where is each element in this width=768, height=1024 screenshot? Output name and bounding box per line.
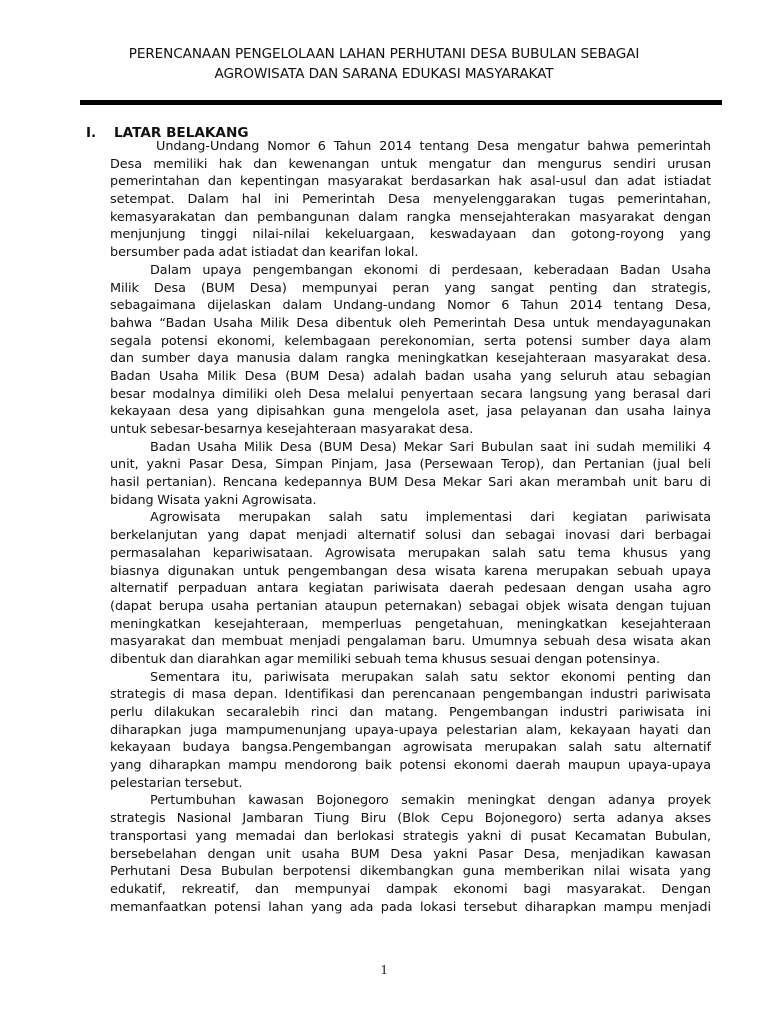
paragraph-line: untuk sebesar-besarnya kesejahteraan masyarakat desa. xyxy=(110,422,474,437)
paragraph-line: strategis Nasional Jambaran Tiung Biru (Blok Cepu Bojonegoro) serta adanya akses xyxy=(110,811,711,827)
paragraph-line: bersebelahan dengan unit usaha BUM Desa yakni Pasar Desa, menjadikan kawasan xyxy=(110,846,711,862)
paragraph xyxy=(110,509,711,668)
paragraph xyxy=(110,669,711,793)
paragraph-line: sebagaimana dijelaskan dalam Undang-undang Nomor 6 Tahun 2014 tentang Desa, xyxy=(110,298,711,314)
paragraph-line: bahwa “Badan Usaha Milik Desa dibentuk oleh Pemerintah Desa untuk mendayagunakan xyxy=(110,315,711,331)
paragraph-line: meningkatkan kesejahteraan, memperluas pengetahuan, meningkatkan kesejahteraan xyxy=(110,616,711,632)
paragraph-line: edukatif, rekreatif, dan mempunyai dampak ekonomi bagi masyarakat. Dengan xyxy=(110,881,711,897)
title-divider xyxy=(80,100,722,105)
paragraph-line: menjunjung tinggi nilai-nilai kekeluargaan, keswadayaan dan gotong-royong yang xyxy=(110,227,711,243)
paragraph xyxy=(110,439,711,510)
paragraph xyxy=(110,138,711,262)
paragraph-line: strategis di masa depan. Identifikasi dan perencanaan pengembangan industri pariwisata xyxy=(110,687,711,703)
paragraph-line: segala potensi ekonomi, kelembagaan perekonomian, serta potensi sumber daya alam xyxy=(110,333,711,349)
paragraph-line: pemerintahan dan kepentingan masyarakat berdasarkan hak asal-usul dan adat istiadat xyxy=(110,174,711,190)
paragraph-line: Badan Usaha Milik Desa (BUM Desa) Mekar Sari Bubulan saat ini sudah memiliki 4 xyxy=(150,439,711,455)
paragraph-line: Badan Usaha Milik Desa (BUM Desa) adalah badan usaha yang seluruh atau sebagian xyxy=(110,368,711,384)
paragraph-line: bidang Wisata yakni Agrowisata. xyxy=(110,492,317,508)
paragraph-line: bersumber pada adat istiadat dan kearifan lokal. xyxy=(110,245,419,261)
section-number: I. xyxy=(86,125,97,141)
paragraph-line: dibentuk dan diarahkan agar memiliki sebuah tema khusus sesuai dengan potensinya. xyxy=(110,651,661,667)
document-title-line-2: AGROWISATA DAN SARANA EDUKASI MASYARAKAT xyxy=(214,66,554,82)
paragraph xyxy=(110,792,711,916)
paragraph-line: hasil pertanian). Rencana kedepannya BUM Desa Mekar Sari akan merambah unit baru di xyxy=(110,475,711,491)
paragraph-line: transportasi yang memadai dan berlokasi strategis yakni di pusat Kecamatan Bubulan, xyxy=(110,828,711,844)
paragraph-line: Pertumbuhan kawasan Bojonegoro semakin meningkat dengan adanya proyek xyxy=(150,793,711,809)
paragraph-line: alternatif perpaduan antara kegiatan pariwisata daerah pedesaan dengan usaha agro xyxy=(110,581,711,597)
paragraph-line: Milik Desa (BUM Desa) mempunyai peran yang sangat penting dan strategis, xyxy=(110,280,711,296)
paragraph-line: Desa memiliki hak dan kewenangan untuk mengatur dan mengurus sendiri urusan xyxy=(110,156,711,172)
paragraph-line: kemasyarakatan dan pembangunan dalam rangka mensejahterakan masyarakat dengan xyxy=(110,209,711,225)
paragraph-line: Agrowisata merupakan salah satu implementasi dari kegiatan pariwisata xyxy=(150,510,711,526)
paragraph-line: Perhutani Desa Bubulan berpotensi dikembangkan guna memberikan nilai wisata yang xyxy=(110,864,711,880)
paragraph-line: Sementara itu, pariwisata merupakan salah satu sektor ekonomi penting dan xyxy=(150,669,711,685)
paragraph-line: (dapat berupa usaha pertanian ataupun peternakan) sebagai objek wisata dengan tujuan xyxy=(110,598,711,614)
paragraph xyxy=(110,262,711,439)
document-title-line-1: PERENCANAAN PENGELOLAAN LAHAN PERHUTANI DESA BUBULAN SEBAGAI xyxy=(128,46,640,62)
paragraph-line: Dalam upaya pengembangan ekonomi di perdesaan, keberadaan Badan Usaha xyxy=(150,262,711,278)
page-number: 1 xyxy=(380,963,388,978)
paragraph-line: besar modalnya dimiliki oleh Desa melalui penyertaan secara langsung yang berasal dari xyxy=(110,386,711,402)
paragraph-line: setempat. Dalam hal ini Pemerintah Desa menyelenggarakan tugas pemerintahan, xyxy=(110,192,711,208)
paragraph-line: berkelanjutan yang dapat menjadi alternatif solusi dan sebagai inovasi dari berbagai xyxy=(110,528,711,544)
paragraph-line: unit, yakni Pasar Desa, Simpan Pinjam, Jasa (Persewaan Terop), dan Pertanian (jual beli xyxy=(110,457,711,473)
paragraph-line: memanfaatkan potensi lahan yang ada pada lokasi tersebut diharapkan mampu menjadi xyxy=(110,899,711,915)
paragraph-line: kekayaan desa yang dipisahkan guna mengelola aset, jasa pelayanan dan usaha lainya xyxy=(110,404,711,420)
document-title xyxy=(60,44,708,84)
paragraph-line: biasnya digunakan untuk pengembangan desa wisata karena merupakan sebuah upaya xyxy=(110,563,711,579)
paragraph-line: perlu dilakukan secaralebih rinci dan matang. Pengembangan industri pariwisata ini xyxy=(110,705,711,720)
paragraph-line: diharapkan juga mampumenunjang upaya-upaya pelestarian alam, kekayaan hayati dan xyxy=(110,722,711,738)
body-text xyxy=(110,138,711,916)
paragraph-line: dan sumber daya manusia dalam rangka meningkatkan kesejahteraan masyarakat desa. xyxy=(110,351,711,367)
section-title: LATAR BELAKANG xyxy=(114,125,249,141)
paragraph-line: Undang-Undang Nomor 6 Tahun 2014 tentang Desa mengatur bahwa pemerintah xyxy=(156,139,711,154)
paragraph-line: yang diharapkan mampu mendorong baik potensi ekonomi daerah maupun upaya-upaya xyxy=(110,758,711,774)
paragraph-line: pelestarian tersebut. xyxy=(110,775,243,791)
paragraph-line: kekayaan budaya bangsa.Pengembangan agrowisata merupakan salah satu alternatif xyxy=(110,740,711,756)
paragraph-line: masyarakat dan membuat menjadi pengalaman baru. Umumnya sebuah desa wisata akan xyxy=(110,634,711,650)
paragraph-line: permasalahan kepariwisataan. Agrowisata merupakan salah satu tema khusus yang xyxy=(110,545,711,561)
